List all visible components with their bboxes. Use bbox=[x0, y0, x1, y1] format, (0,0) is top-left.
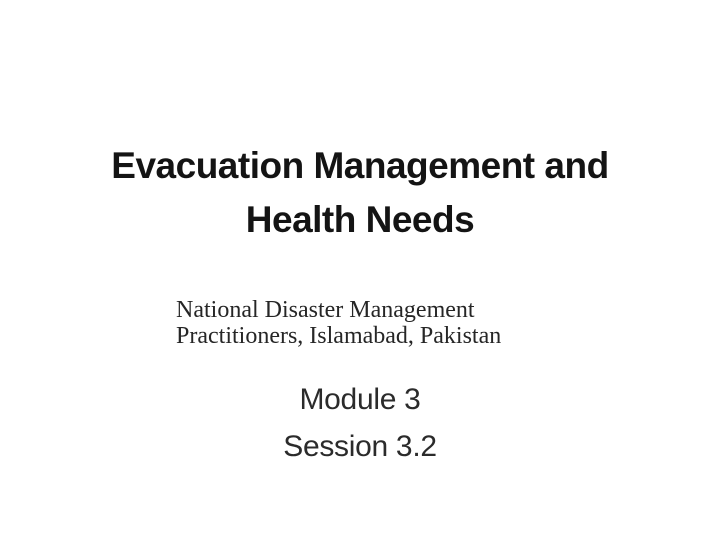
slide-title-line-2: Health Needs bbox=[245, 199, 475, 240]
module-label: Module 3 bbox=[299, 383, 421, 416]
slide-title-line-1: Evacuation Management and bbox=[111, 145, 609, 186]
slide-subtitle-line-1: National Disaster Management bbox=[176, 297, 475, 323]
session-label: Session 3.2 bbox=[283, 430, 437, 463]
slide-title bbox=[0, 139, 720, 247]
slide-subtitle bbox=[176, 297, 501, 349]
slide-subtitle-line-2: Practitioners, Islamabad, Pakistan bbox=[176, 323, 502, 349]
module-session-block bbox=[0, 376, 720, 470]
